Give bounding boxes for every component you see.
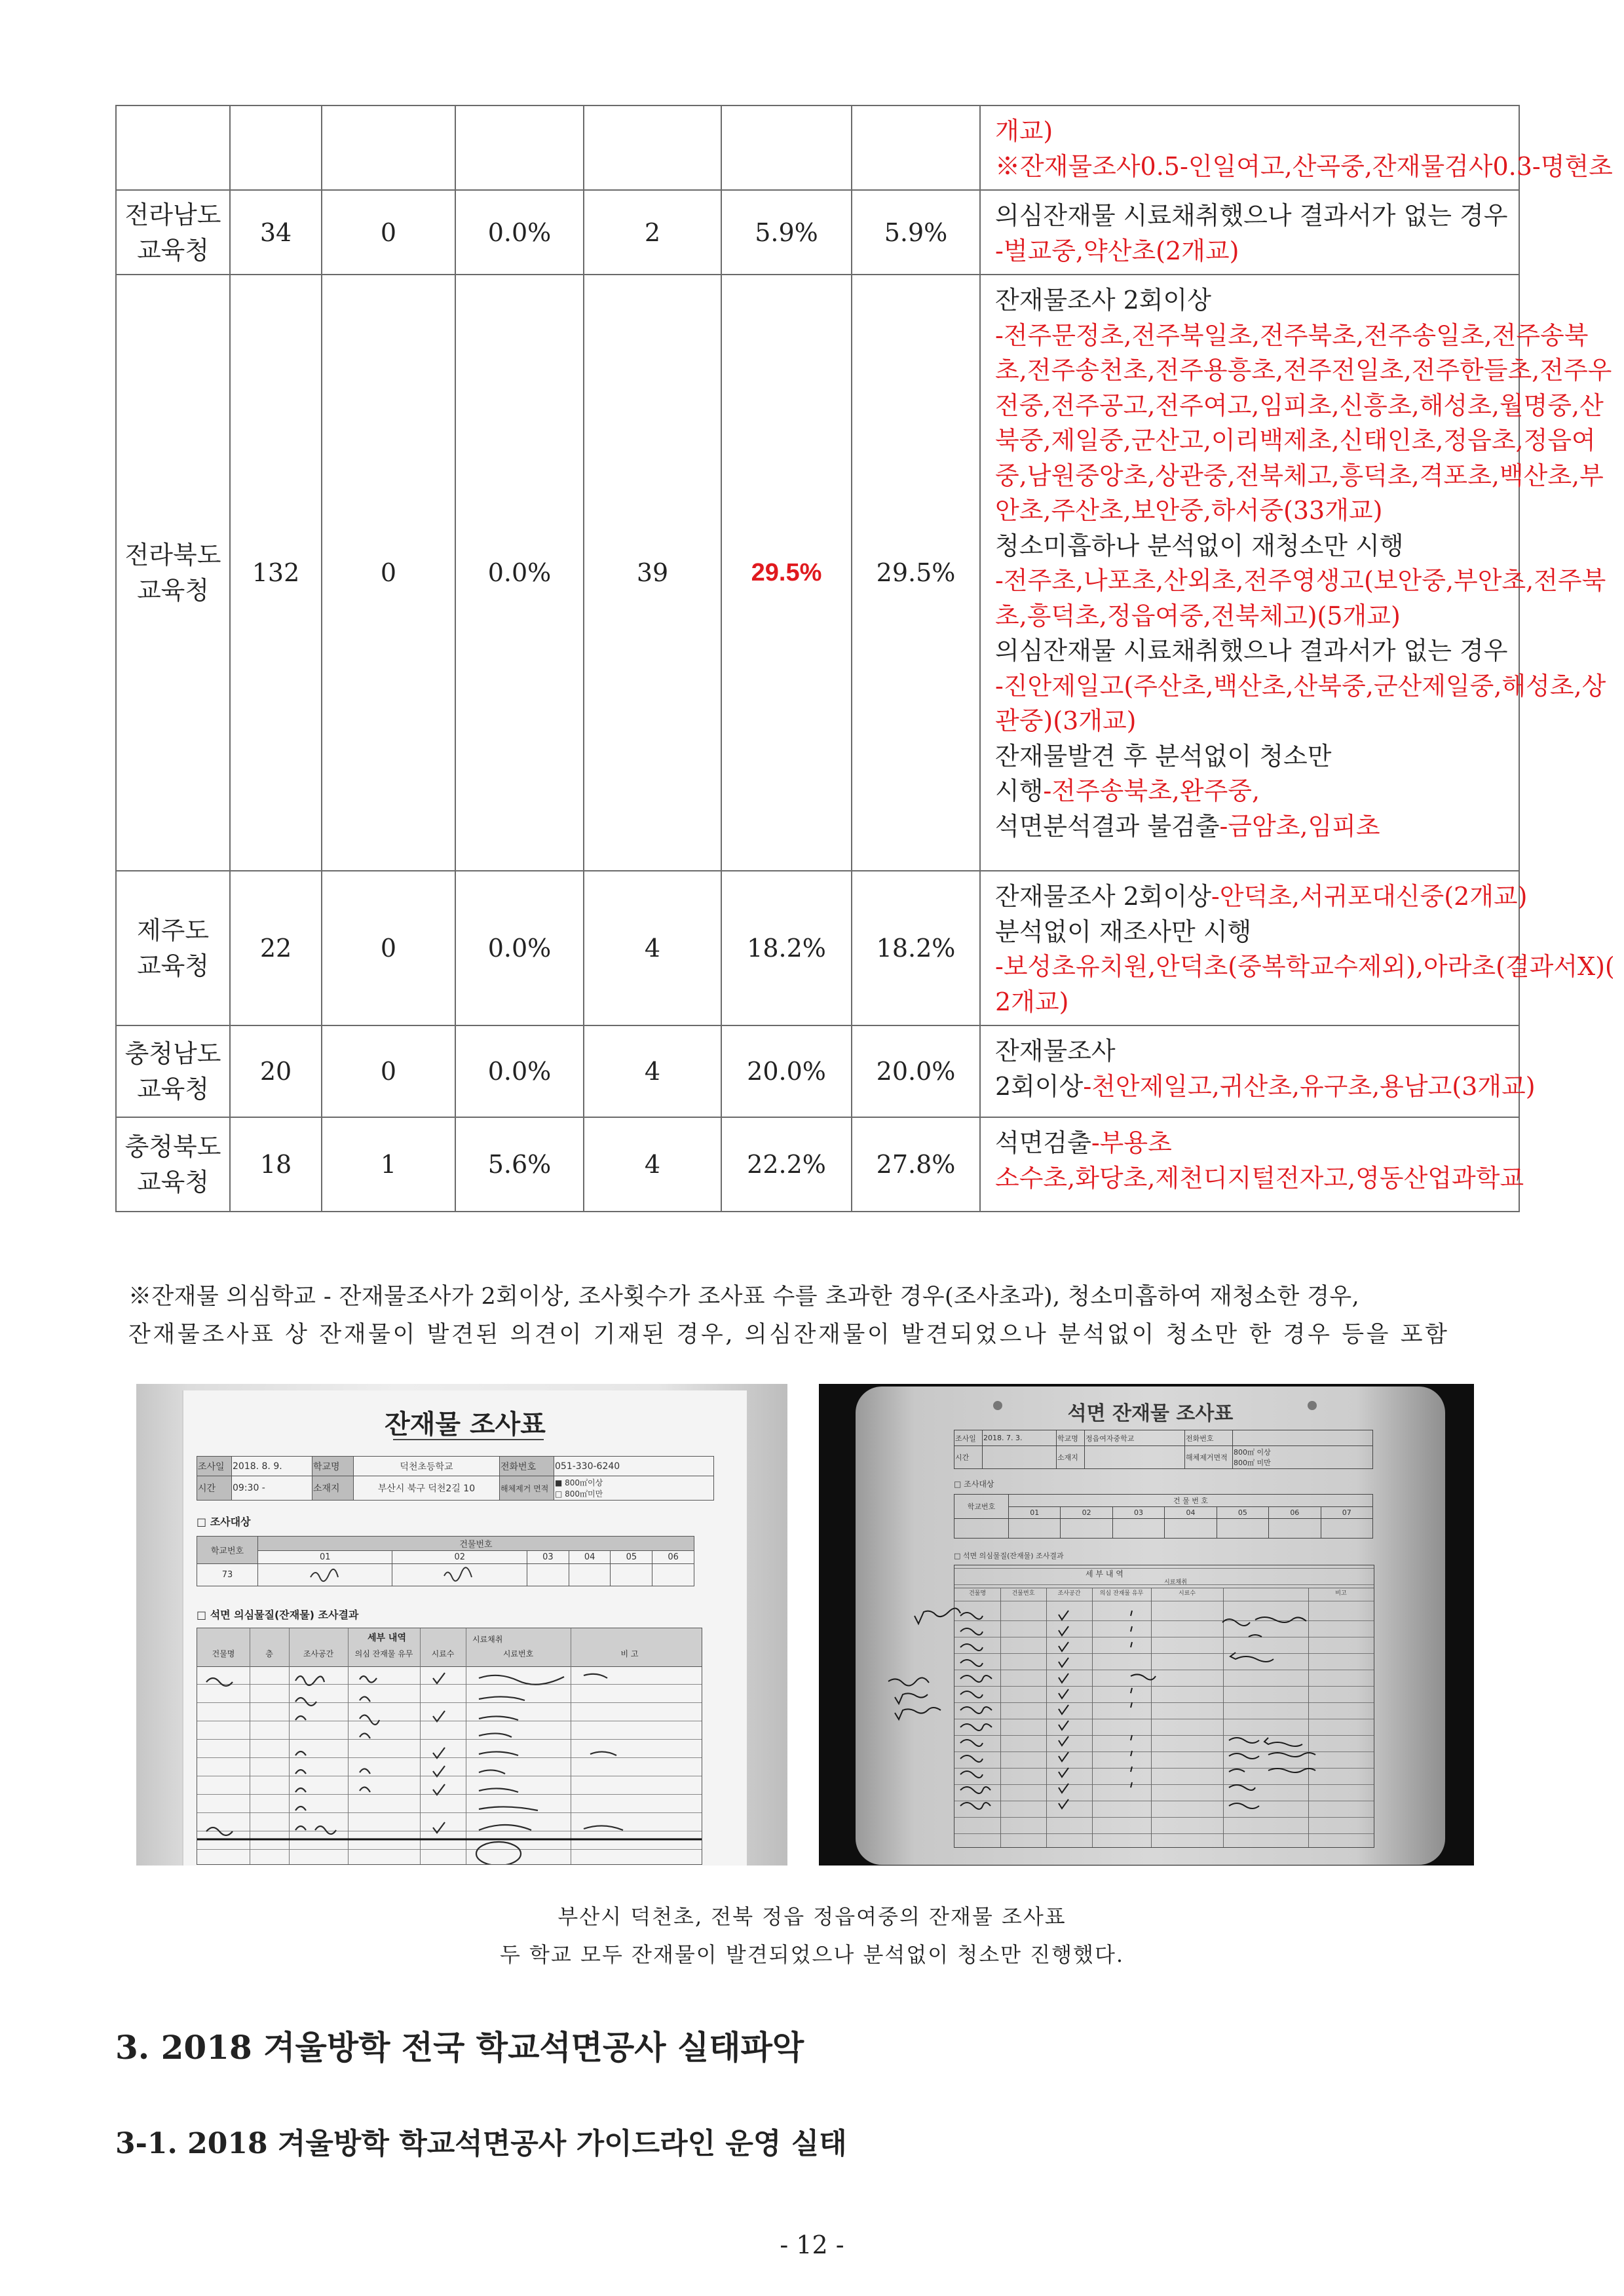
table-row xyxy=(116,1117,1519,1212)
note-line: 석면검출-부용초 xyxy=(995,1128,1172,1157)
note-line: 석면분석결과 불검출-금암초,임피초 xyxy=(995,811,1380,841)
note-line: 의심잔재물 시료채취했으나 결과서가 없는 경우 xyxy=(995,201,1508,230)
note-line: -전주초,나포초,산외초,전주영생고(보안중,부안초,전주북 xyxy=(995,566,1606,595)
cell-p2: 18.2% xyxy=(721,871,852,1025)
cell-p1: 0.0% xyxy=(455,190,584,275)
note-line: 잔재물조사 2회이상 xyxy=(995,286,1211,315)
continuation-row xyxy=(116,105,1519,190)
cell-p3: 29.5% xyxy=(852,275,980,871)
table-row xyxy=(116,190,1519,275)
photo-caption-line: 부산시 덕천초, 전북 정읍 정읍여중의 잔재물 조사표 xyxy=(557,1904,1067,1929)
note-line: 관중)(3개교) xyxy=(995,706,1137,735)
photo-caption-line: 두 학교 모두 잔재물이 발견되었으나 분석없이 청소만 진행했다. xyxy=(499,1942,1125,1967)
note-line: -전주문정초,전주북일초,전주북초,전주송일초,전주송북 xyxy=(995,320,1589,350)
note-line: 잔재물발견 후 분석없이 청소만 xyxy=(995,741,1332,771)
cell-p3: 5.9% xyxy=(852,190,980,275)
sheet-target-table: 학교번호 건 물 번 호 01 02 03 04 05 06 07 xyxy=(954,1494,1373,1539)
note-line: 전중,전주공고,전주여고,임피초,신흥초,해성초,월명중,산 xyxy=(995,391,1604,420)
sheet-header-table: 조사일 2018. 7. 3. 학교명 정읍여자중학교 전화번호 시간 소재지 해체제거면적 800㎡ 이상 800㎡ 미만 xyxy=(954,1430,1373,1469)
office-name-cell: 충청북도 교육청 xyxy=(116,1117,230,1212)
paper-sheet xyxy=(856,1387,1445,1865)
note-cell xyxy=(980,871,1615,1025)
cell-c2: 39 xyxy=(584,275,721,871)
handwriting-entries xyxy=(197,1668,702,1864)
note-line: -보성초유치원,안덕초(중복학교수제외),아라초(결과서X)( xyxy=(995,952,1615,981)
sheet-section-label: □ 석면 의심물질(잔재물) 조사결과 xyxy=(954,1552,1064,1560)
section-heading: 3. 2018 겨울방학 전국 학교석면공사 실태파악 xyxy=(115,2028,804,2067)
cell-p3: 18.2% xyxy=(852,871,980,1025)
cell-p1: 0.0% xyxy=(455,1025,584,1117)
punch-hole xyxy=(1308,1401,1317,1410)
sheet-title-underline xyxy=(393,1439,544,1440)
cell-p3: 27.8% xyxy=(852,1117,980,1212)
table-row xyxy=(116,1025,1519,1117)
cell-c1: 0 xyxy=(322,275,455,871)
handwriting xyxy=(305,1565,345,1582)
cell-total: 18 xyxy=(230,1117,322,1212)
page-number: - 12 - xyxy=(780,2230,844,2259)
cell-total: 20 xyxy=(230,1025,322,1117)
cell-total: 22 xyxy=(230,871,322,1025)
sheet-title: 잔재물 조사표 xyxy=(385,1409,546,1440)
cell-p1: 0.0% xyxy=(455,275,584,871)
table-row xyxy=(116,275,1519,871)
photo-residue-survey-jeongeup xyxy=(819,1384,1474,1866)
cell-total: 34 xyxy=(230,190,322,275)
note-cell xyxy=(980,190,1519,275)
handwriting xyxy=(440,1565,480,1582)
cell-c2: 4 xyxy=(584,871,721,1025)
handwriting-entries xyxy=(856,1603,1445,1866)
cell-c2: 4 xyxy=(584,1117,721,1212)
footnote xyxy=(128,1278,1450,1354)
cell-c1: 0 xyxy=(322,190,455,275)
office-name-cell: 제주도 교육청 xyxy=(116,871,230,1025)
sheet-section-label: □ 조사대상 xyxy=(197,1516,251,1528)
note-cell xyxy=(980,1117,1524,1212)
cell-p3: 20.0% xyxy=(852,1025,980,1117)
note-line: -벌교중,약산초(2개교) xyxy=(995,236,1239,265)
cell-p1: 5.6% xyxy=(455,1117,584,1212)
sheet-title: 석면 잔재물 조사표 xyxy=(1067,1402,1234,1425)
cell-c2: 2 xyxy=(584,190,721,275)
note-line: 중,남원중앙초,상관중,전북체고,흥덕초,격포초,백산초,부 xyxy=(995,461,1604,490)
note-line: 잔재물조사 2회이상-안덕초,서귀포대신중(2개교) xyxy=(995,882,1528,911)
cell-c1: 0 xyxy=(322,871,455,1025)
note-line: 안초,주산초,보안중,하서중(33개교) xyxy=(995,496,1383,525)
note-line: -진안제일고(주산초,백산초,산북중,군산제일중,해성초,상 xyxy=(995,671,1606,700)
cell-c1: 1 xyxy=(322,1117,455,1212)
office-name-cell: 전라북도 교육청 xyxy=(116,275,230,871)
photo-residue-survey-busan xyxy=(136,1384,787,1866)
sheet-result-grid: 세 부 내 역 건물명 건물번호 조사공간 의심 잔재물 유무 시료수 비고 시료채취 xyxy=(954,1565,1374,1848)
cell-p2: 29.5% xyxy=(721,275,852,871)
cell-p1: 0.0% xyxy=(455,871,584,1025)
cell-c1: 0 xyxy=(322,1025,455,1117)
sheet-section-label: □ 조사대상 xyxy=(954,1480,994,1489)
note-line: 시행-전주송북초,완주중, xyxy=(995,776,1260,805)
note-line: 북중,제일중,군산고,이리백제초,신태인초,정읍초,정읍여 xyxy=(995,426,1596,455)
sheet-section-label: □ 석면 의심물질(잔재물) 조사결과 xyxy=(197,1609,359,1621)
note-line: 청소미흡하나 분석없이 재청소만 시행 xyxy=(995,531,1404,560)
note-line: 2회이상-천안제일고,귀산초,유구초,용남고(3개교) xyxy=(995,1071,1536,1101)
cell-p2: 20.0% xyxy=(721,1025,852,1117)
office-name-cell: 충청남도 교육청 xyxy=(116,1025,230,1117)
note-line: 초,전주송천초,전주용흥초,전주전일초,전주한들초,전주우 xyxy=(995,356,1612,385)
office-name-cell: 전라남도 교육청 xyxy=(116,190,230,275)
footnote-line: ※잔재물 의심학교 - 잔재물조사가 2회이상, 조사횟수가 조사표 수를 초과한 경우(조사초과), 청소미흡하여 재청소한 경우, xyxy=(128,1284,1360,1310)
continuation-note: 개교) ※잔재물조사0.5-인일여고,산곡중,잔재물검사0.3-명현초 xyxy=(980,105,1519,190)
note-line: 잔재물조사 xyxy=(995,1037,1116,1065)
footnote-line: 잔재물조사표 상 잔재물이 발견된 의견이 기재된 경우, 의심잔재물이 발견되었으나 분석없이 청소만 한 경우 등을 포함 xyxy=(128,1322,1450,1348)
note-line: 2개교) xyxy=(995,987,1069,1016)
note-cell xyxy=(980,275,1612,871)
note-cell xyxy=(980,1025,1536,1117)
paper-sheet xyxy=(182,1390,747,1866)
table-row xyxy=(116,871,1519,1025)
sheet-target-table: 학교번호 건물번호 01 02 03 04 05 06 73 xyxy=(197,1536,694,1586)
sheet-result-grid: 세부 내역 건물명 층 조사공간 의심 잔재물 유무 시료수 시료번호 비 고 시료채취 xyxy=(197,1628,702,1865)
sheet-header-table: 조사일 2018. 8. 9. 학교명 덕천초등학교 전화번호 051-330-6240 시간 09:30 - 소재지 부산시 북구 덕천2길 10 해체제거 면적 ■ 800㎡이상 □ 800㎡미만 xyxy=(197,1456,714,1501)
note-line: 의심잔재물 시료채취했으나 결과서가 없는 경우 xyxy=(995,636,1508,665)
note-line: 소수초,화당초,제천디지털전자고,영동산업과학교 xyxy=(995,1163,1524,1193)
cell-c2: 4 xyxy=(584,1025,721,1117)
school-residue-table xyxy=(115,105,1615,1212)
cell-p2: 22.2% xyxy=(721,1117,852,1212)
punch-hole xyxy=(993,1401,1002,1410)
note-line: 분석없이 재조사만 시행 xyxy=(995,917,1252,946)
note-line: 초,흥덕초,정읍여중,전북체고)(5개교) xyxy=(995,601,1401,630)
cell-total: 132 xyxy=(230,275,322,871)
subsection-heading: 3-1. 2018 겨울방학 학교석면공사 가이드라인 운영 실태 xyxy=(115,2127,847,2160)
cell-p2: 5.9% xyxy=(721,190,852,275)
